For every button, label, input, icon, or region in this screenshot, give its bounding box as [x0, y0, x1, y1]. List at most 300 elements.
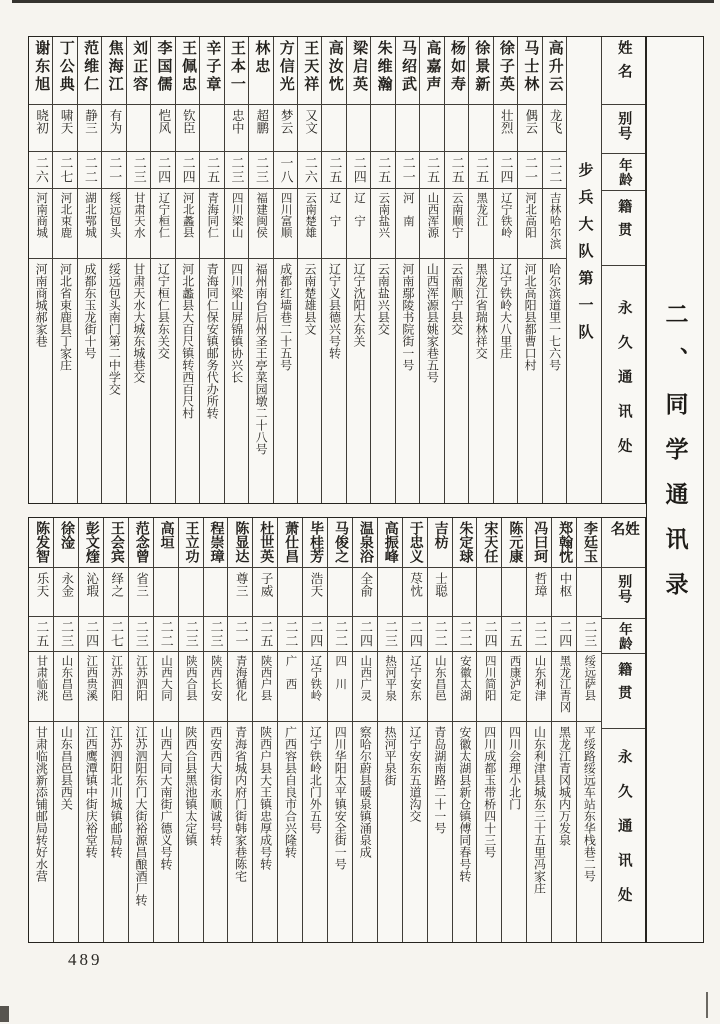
person-address-text: 青岛湖南路二十一号	[432, 726, 447, 834]
person-native-place-text: 江苏泗阳	[135, 655, 148, 701]
person-native-place	[577, 652, 601, 722]
person-native-place	[104, 652, 128, 722]
person-name	[53, 37, 76, 105]
person-age	[502, 617, 526, 652]
person-name	[328, 518, 352, 568]
person-native-place-text: 热河平泉	[384, 655, 397, 701]
person-alias	[204, 568, 228, 617]
person-name-text: 陈显达	[233, 521, 249, 563]
person-address	[371, 259, 394, 503]
person-address	[403, 722, 427, 942]
person-age-text: 二四	[308, 620, 324, 648]
person-age	[79, 617, 103, 652]
person-address	[420, 259, 443, 503]
person-name	[552, 518, 576, 568]
person-age-text: 二二	[457, 620, 473, 648]
person-name	[298, 37, 321, 105]
person-native-place	[347, 189, 370, 259]
person-age	[228, 617, 252, 652]
person-address-text: 西安西大街永顺诚号转	[208, 726, 223, 846]
person-age	[151, 152, 174, 189]
person-alias-text: 超鹏	[254, 109, 269, 134]
person-native-place-text: 青海循化	[234, 655, 247, 701]
person-address-text: 四川华阳太平镇安全街一号	[333, 726, 348, 870]
person-address	[453, 722, 477, 942]
person-age-text: 二四	[351, 156, 367, 184]
person-name	[543, 37, 566, 105]
person-alias	[274, 105, 297, 152]
person-native-place	[204, 652, 228, 722]
person-native-place	[176, 189, 199, 259]
person-native-place	[29, 652, 53, 722]
person-alias-text: 偶云	[523, 109, 538, 134]
person-native-place-text: 甘肃临洮	[35, 655, 48, 701]
person-name	[228, 518, 252, 568]
person-native-place	[527, 652, 551, 722]
person-alias	[200, 105, 223, 152]
person-address	[303, 722, 327, 942]
person-name-text: 高嘉声	[424, 40, 441, 94]
person-native-place	[303, 652, 327, 722]
person-native-place-text: 河 南	[401, 192, 414, 227]
person-address	[577, 722, 601, 942]
person-address-text: 辽宁桓仁县东关交	[156, 263, 171, 359]
person-column	[53, 518, 78, 942]
person-column	[468, 37, 492, 503]
person-address	[102, 259, 125, 503]
person-name	[127, 37, 150, 105]
unit-label: 步兵大队第一队	[576, 162, 593, 351]
person-native-place-text: 陕西户县	[259, 655, 272, 701]
header-column	[601, 518, 645, 942]
person-age-text: 二三	[208, 620, 224, 648]
person-column	[52, 37, 76, 503]
person-name-text: 徐景新	[473, 40, 490, 94]
person-name	[200, 37, 223, 105]
person-address-text: 陕西合县黑池镇太定镇	[183, 726, 198, 846]
person-native-place-text: 山西大同	[159, 655, 172, 701]
person-native-place-text: 四川富顺	[279, 192, 292, 238]
person-alias-text: 绎之	[109, 572, 124, 597]
person-native-place	[477, 652, 501, 722]
person-name-text: 王立功	[183, 521, 199, 563]
person-address-text: 辽宁义县德兴号转	[327, 263, 342, 359]
person-address-text: 甘肃临洮新添铺邮局转好水营	[34, 726, 49, 882]
person-native-place	[179, 652, 203, 722]
person-native-place-text: 绥远包头	[108, 192, 121, 238]
person-age-text: 二四	[358, 620, 374, 648]
person-address	[228, 722, 252, 942]
person-native-place	[29, 189, 52, 259]
person-alias	[176, 105, 199, 152]
person-age-text: 二二	[547, 156, 563, 184]
person-age	[543, 152, 566, 189]
person-age-text: 二三	[183, 620, 199, 648]
person-name-text: 李国儒	[155, 40, 172, 94]
person-address-text: 河南鄢陵书院街一号	[400, 263, 415, 371]
person-age	[494, 152, 517, 189]
person-column	[419, 37, 443, 503]
person-native-place	[396, 189, 419, 259]
person-age-text: 二二	[432, 620, 448, 648]
person-column	[427, 518, 452, 942]
person-age	[477, 617, 501, 652]
person-alias-text: 荩忱	[408, 572, 423, 597]
person-name	[347, 37, 370, 105]
person-age-text: 二六	[33, 156, 49, 184]
person-name-text: 李廷玉	[582, 521, 598, 563]
person-native-place-text: 辽宁安东	[409, 655, 422, 701]
person-alias-text: 全俞	[358, 572, 373, 597]
person-column	[493, 37, 517, 503]
person-native-place	[249, 189, 272, 259]
person-address	[347, 259, 370, 503]
person-address	[328, 722, 352, 942]
person-alias	[378, 568, 402, 617]
person-alias	[228, 568, 252, 617]
person-age-text: 二一	[233, 620, 249, 648]
person-address-text: 绥远包头南门第二中学交	[107, 263, 122, 395]
person-name	[371, 37, 394, 105]
person-native-place	[445, 189, 468, 259]
person-name	[154, 518, 178, 568]
person-native-place-text: 山西广灵	[359, 655, 372, 701]
person-alias	[347, 105, 370, 152]
person-age	[322, 152, 345, 189]
person-native-place	[322, 189, 345, 259]
person-age	[29, 152, 52, 189]
person-name	[477, 518, 501, 568]
person-native-place-text: 江西贵溪	[85, 655, 98, 701]
person-native-place-text: 河北蠡县	[181, 192, 194, 238]
person-column	[153, 518, 178, 942]
person-address	[179, 722, 203, 942]
person-name	[445, 37, 468, 105]
person-name	[176, 37, 199, 105]
person-age	[469, 152, 492, 189]
person-alias-text: 浩天	[308, 572, 323, 597]
person-native-place	[518, 189, 541, 259]
person-alias-text: 哲璋	[533, 572, 548, 597]
person-age-text: 二五	[34, 620, 50, 648]
person-name	[104, 518, 128, 568]
person-alias	[104, 568, 128, 617]
person-alias	[102, 105, 125, 152]
person-name-text: 焦海江	[106, 40, 123, 94]
person-name-text: 程崇璋	[208, 521, 224, 563]
person-name-text: 吉枋	[432, 521, 448, 549]
person-alias-text: 沁瑕	[84, 572, 99, 597]
person-name-text: 辛子章	[204, 40, 221, 94]
person-native-place	[328, 652, 352, 722]
person-name	[378, 518, 402, 568]
person-age-text: 二四	[498, 156, 514, 184]
person-age-text: 二四	[557, 620, 573, 648]
person-address-text: 辽宁沈阳大东关	[351, 263, 366, 347]
person-address-text: 青海同仁保安镇邮务代办所转	[205, 263, 220, 419]
person-native-place	[552, 652, 576, 722]
person-column	[224, 37, 248, 503]
person-name	[54, 518, 78, 568]
person-name	[78, 37, 101, 105]
person-alias	[552, 568, 576, 617]
person-age-text: 二三	[382, 620, 398, 648]
person-address-text: 平绥路绥远车站东华栈巷二号	[582, 726, 597, 882]
person-address	[278, 722, 302, 942]
person-native-place-text: 山东利津	[533, 655, 546, 701]
person-name-text: 王天祥	[302, 40, 319, 94]
header-address	[602, 266, 645, 503]
person-alias	[477, 568, 501, 617]
person-native-place	[78, 189, 101, 259]
scan-corner-artifact	[0, 1006, 9, 1022]
person-native-place-text: 辽宁铁岭	[309, 655, 322, 701]
person-native-place-text: 吉林哈尔滨	[548, 192, 561, 250]
section-title-strip	[646, 36, 704, 943]
person-name	[428, 518, 452, 568]
person-name	[469, 37, 492, 105]
person-native-place-text: 西康泸定	[508, 655, 521, 701]
header-address-text: 永久通讯处	[615, 749, 632, 922]
person-name	[518, 37, 541, 105]
person-alias	[129, 568, 153, 617]
person-name-text: 范维仁	[82, 40, 99, 94]
person-alias	[253, 568, 277, 617]
person-column	[476, 518, 501, 942]
person-age	[347, 152, 370, 189]
person-native-place	[502, 652, 526, 722]
person-name	[274, 37, 297, 105]
person-column	[29, 518, 53, 942]
person-age	[527, 617, 551, 652]
person-native-place	[453, 652, 477, 722]
person-native-place-text: 河南商城	[35, 192, 48, 238]
person-alias-text: 又文	[303, 109, 318, 134]
person-age	[298, 152, 321, 189]
person-address-text: 河北高阳县都曹口村	[523, 263, 538, 371]
person-native-place-text: 辽 宁	[352, 192, 365, 227]
person-address	[552, 722, 576, 942]
person-name-text: 高振峰	[382, 521, 398, 563]
header-alias-text: 别号	[616, 111, 632, 141]
person-alias	[445, 105, 468, 152]
person-alias	[303, 568, 327, 617]
person-alias	[78, 105, 101, 152]
header-column	[601, 37, 645, 503]
person-alias	[577, 568, 601, 617]
person-address	[378, 722, 402, 942]
person-native-place-text: 陕西长安	[209, 655, 222, 701]
person-age	[54, 617, 78, 652]
person-age	[328, 617, 352, 652]
person-address	[527, 722, 551, 942]
person-age-text: 二四	[407, 620, 423, 648]
person-address-text: 黑龙江省瑞林祥交	[474, 263, 489, 359]
person-age-text: 二五	[474, 156, 490, 184]
person-address	[477, 722, 501, 942]
person-name-text: 于忠义	[407, 521, 423, 563]
person-name	[29, 518, 53, 568]
person-name-text: 高升云	[546, 40, 563, 94]
header-name	[602, 37, 645, 105]
person-column	[370, 37, 394, 503]
person-address-text: 江西鹰潭镇中街庆裕堂转	[84, 726, 99, 858]
person-native-place-text: 辽 宁	[328, 192, 341, 227]
person-address	[253, 722, 277, 942]
person-address-text: 福州南台后州圣王亭菜园墩二十八号	[254, 263, 269, 455]
person-name-text: 马士林	[522, 40, 539, 94]
person-alias	[298, 105, 321, 152]
person-name	[353, 518, 377, 568]
person-address	[53, 259, 76, 503]
person-column	[277, 518, 302, 942]
person-address	[494, 259, 517, 503]
person-address	[200, 259, 223, 503]
person-alias	[527, 568, 551, 617]
person-column	[551, 518, 576, 942]
person-native-place	[228, 652, 252, 722]
person-column	[444, 37, 468, 503]
person-age	[129, 617, 153, 652]
person-native-place-text: 河北高阳	[524, 192, 537, 238]
person-name-text: 方信光	[277, 40, 294, 94]
person-column	[175, 37, 199, 503]
header-name	[602, 518, 645, 568]
person-alias-text: 晓初	[34, 109, 49, 134]
section-title: 二、同学通讯录	[662, 302, 688, 617]
person-age-text: 二七	[58, 156, 74, 184]
person-age-text: 二四	[84, 620, 100, 648]
person-alias	[494, 105, 517, 152]
person-address-text: 山西大同大南街广德义号转	[158, 726, 173, 870]
person-address-text: 云南盐兴县交	[376, 263, 391, 335]
person-column	[78, 518, 103, 942]
person-column	[402, 518, 427, 942]
person-native-place-text: 四 川	[334, 655, 347, 690]
person-native-place	[420, 189, 443, 259]
header-name-text: 姓名	[615, 40, 632, 87]
person-age-text: 二五	[327, 156, 343, 184]
person-native-place	[154, 652, 178, 722]
person-age	[371, 152, 394, 189]
person-column	[128, 518, 153, 942]
person-column	[352, 518, 377, 942]
person-address-text: 察哈尔蔚县暖泉镇涌泉成	[358, 726, 373, 858]
person-alias	[469, 105, 492, 152]
person-alias	[428, 568, 452, 617]
person-name-text: 毕桂芳	[308, 521, 324, 563]
person-alias-text: 子威	[259, 572, 274, 597]
person-alias	[151, 105, 174, 152]
person-alias	[371, 105, 394, 152]
person-address-text: 四川成都玉带桥四十三号	[482, 726, 497, 858]
person-alias	[54, 568, 78, 617]
person-age-text: 二五	[376, 156, 392, 184]
person-name-text: 郑翰忱	[557, 521, 573, 563]
person-name-text: 林忠	[253, 40, 270, 76]
person-name	[151, 37, 174, 105]
person-address-text: 河北蠡县大百尺镇转西百尺村	[180, 263, 195, 419]
person-native-place	[79, 652, 103, 722]
person-name	[278, 518, 302, 568]
person-name	[253, 518, 277, 568]
person-age-text: 二三	[133, 620, 149, 648]
person-native-place	[353, 652, 377, 722]
person-name	[102, 37, 125, 105]
person-native-place-text: 广 西	[284, 655, 297, 690]
person-address-text: 山东利津县城东三十五里冯家庄	[532, 726, 547, 894]
person-alias-text: 梦云	[279, 109, 294, 134]
person-alias	[278, 568, 302, 617]
person-native-place	[53, 189, 76, 259]
person-age	[78, 152, 101, 189]
person-name-text: 丁公典	[57, 40, 74, 94]
person-name-text: 谢东旭	[33, 40, 50, 94]
person-alias-text: 忠中	[230, 109, 245, 134]
person-name	[179, 518, 203, 568]
person-native-place-text: 云南顺宁	[450, 192, 463, 238]
person-column	[77, 37, 101, 503]
person-name-text: 刘正容	[131, 40, 148, 94]
person-alias	[502, 568, 526, 617]
person-native-place-text: 陕西合县	[184, 655, 197, 701]
person-column	[29, 37, 52, 503]
person-native-place-text: 黑龙江	[475, 192, 488, 227]
person-alias-text: 乐天	[34, 572, 49, 597]
person-address-text: 广西容县自良市合兴隆转	[283, 726, 298, 858]
person-name	[303, 518, 327, 568]
person-name-text: 杜世英	[258, 521, 274, 563]
person-age	[176, 152, 199, 189]
person-alias	[396, 105, 419, 152]
person-age	[303, 617, 327, 652]
person-age	[53, 152, 76, 189]
person-alias	[29, 568, 53, 617]
person-age-text: 二三	[582, 620, 598, 648]
person-name	[79, 518, 103, 568]
person-age	[378, 617, 402, 652]
person-alias	[403, 568, 427, 617]
person-name-text: 宋天任	[482, 521, 498, 563]
person-native-place	[543, 189, 566, 259]
person-address	[502, 722, 526, 942]
person-native-place-text: 云南盐兴	[377, 192, 390, 238]
person-address-text: 成都东玉龙街十号	[82, 263, 97, 359]
person-alias	[154, 568, 178, 617]
person-column	[377, 518, 402, 942]
person-native-place	[274, 189, 297, 259]
person-column	[178, 518, 203, 942]
person-address-text: 辽宁安东五道沟交	[408, 726, 423, 822]
person-address-text: 山东昌邑县西关	[59, 726, 74, 810]
person-age	[428, 617, 452, 652]
person-address-text: 四川会理小北门	[507, 726, 522, 810]
person-alias-text: 有为	[107, 109, 122, 134]
person-native-place-text: 辽宁桓仁	[157, 192, 170, 238]
person-native-place	[151, 189, 174, 259]
header-alias-text: 别号	[616, 574, 632, 604]
person-alias-text: 静三	[83, 109, 98, 134]
person-name-text: 陈元康	[507, 521, 523, 563]
person-address	[322, 259, 345, 503]
unit-column	[566, 37, 601, 503]
person-alias-text: 尊三	[234, 572, 249, 597]
person-alias	[453, 568, 477, 617]
scan-edge-artifact	[12, 0, 714, 3]
person-alias	[249, 105, 272, 152]
person-native-place	[469, 189, 492, 259]
person-name-text: 王佩忠	[179, 40, 196, 94]
